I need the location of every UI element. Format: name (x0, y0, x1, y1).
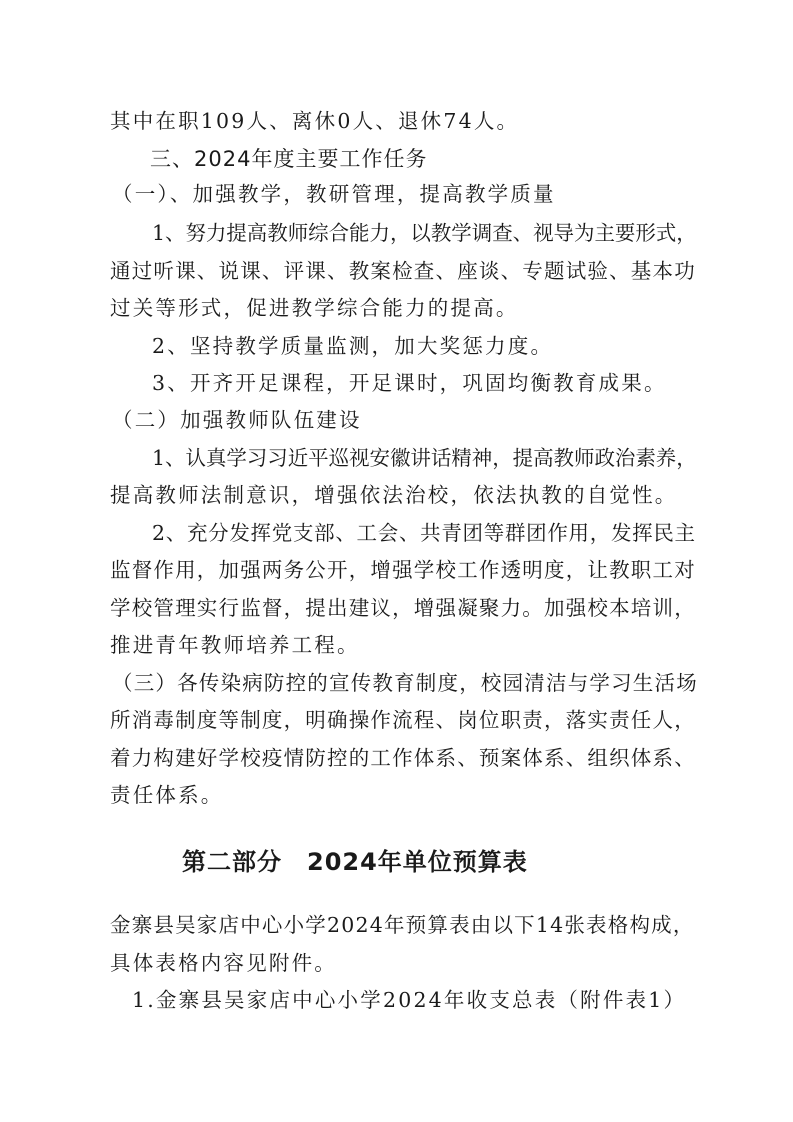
subsection-heading-1: （一）、加强教学，教研管理，提高教学质量 (112, 182, 556, 206)
staff-count-line: 其中在职109人、离休0人、退休74人。 (110, 109, 520, 133)
subsection-heading-2: （二）加强教师队伍建设 (112, 408, 362, 432)
paragraph-line: 监督作用，加强两务公开，增强学校工作透明度，让教职工对 (110, 558, 696, 582)
paragraph-line: 3、开齐开足课程，开足课时，巩固均衡教育成果。 (152, 371, 667, 395)
attachment-item-1: 1.金寨县吴家店中心小学2024年收支总表（附件表1） (132, 988, 687, 1012)
paragraph-line: 具体表格内容见附件。 (110, 951, 337, 975)
paragraph-line: 学校管理实行监督，提出建议，增强凝聚力。加强校本培训， (110, 596, 696, 620)
paragraph-line: 推进青年教师培养工程。 (110, 633, 360, 657)
section-heading-tasks: 三、2024年度主要工作任务 (150, 147, 428, 171)
paragraph-line: 2、坚持教学质量监测，加大奖惩力度。 (152, 334, 554, 358)
paragraph-line: 着力构建好学校疫情防控的工作体系、预案体系、组织体系、 (110, 746, 696, 770)
paragraph-line: 金寨县吴家店中心小学2024年预算表由以下14张表格构成， (110, 913, 695, 937)
paragraph-line: 1、努力提高教师综合能力，以教学调查、视导为主要形式， (152, 221, 697, 245)
paragraph-line: 所消毒制度等制度，明确操作流程、岗位职责，落实责任人， (110, 708, 696, 732)
paragraph-line: 责任体系。 (110, 783, 224, 807)
subsection-heading-3: （三）各传染病防控的宣传教育制度，校园清洁与学习生活场 (112, 671, 698, 695)
paragraph-line: 提高教师法制意识，增强依法治校，依法执教的自觉性。 (110, 483, 678, 507)
paragraph-line: 2、充分发挥党支部、工会、共青团等群团作用，发挥民主 (152, 521, 696, 545)
part-two-title: 第二部分 2024年单位预算表 (182, 848, 528, 876)
paragraph-line: 过关等形式，促进教学综合能力的提高。 (110, 296, 519, 320)
paragraph-line: 1、认真学习习近平巡视安徽讲话精神，提高教师政治素养， (152, 446, 697, 470)
paragraph-line: 通过听课、说课、评课、教案检查、座谈、专题试验、基本功 (110, 259, 696, 283)
